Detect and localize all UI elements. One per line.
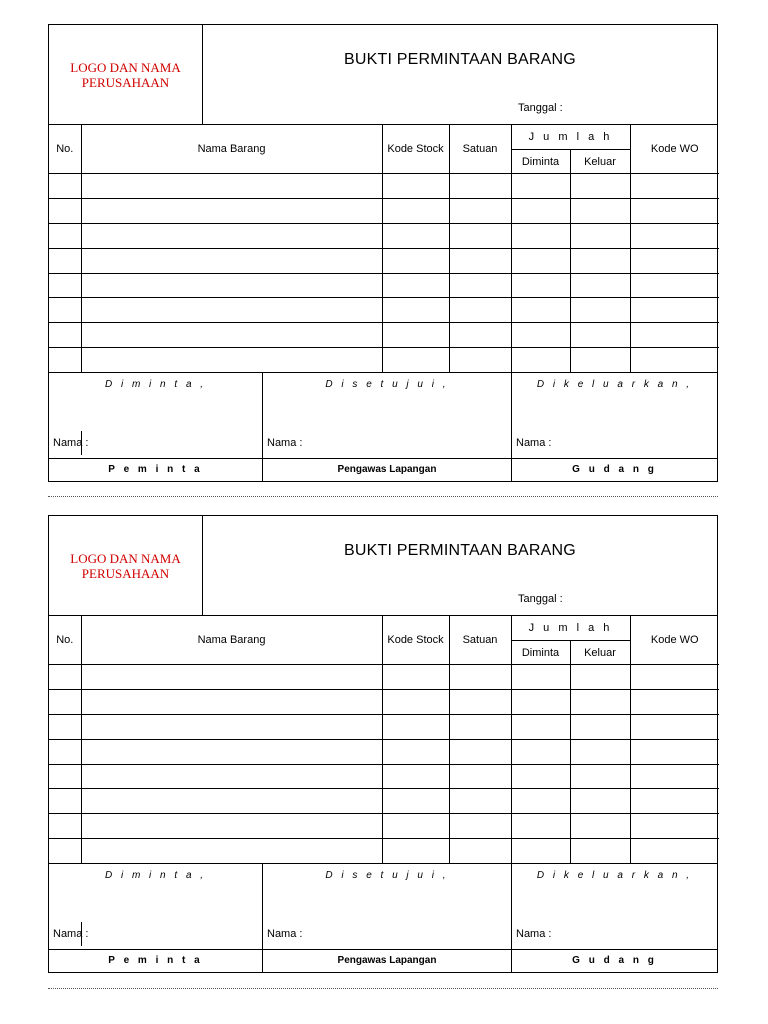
table-cell [382, 198, 449, 223]
form-header [49, 516, 717, 616]
table-row [49, 789, 719, 814]
table-cell [511, 739, 570, 764]
table-cell [449, 323, 511, 348]
col-nama-barang: Nama Barang [81, 125, 382, 174]
table-cell [81, 814, 382, 839]
table-cell [49, 174, 81, 199]
table-cell [81, 174, 382, 199]
signature-role: P e m i n t a [108, 464, 203, 476]
table-cell [630, 764, 719, 789]
signature-heading: D i s e t u j u i , [325, 870, 449, 882]
signature-heading: D i s e t u j u i , [325, 379, 449, 391]
table-cell [511, 764, 570, 789]
col-jumlah: J u m l a h [511, 616, 630, 641]
table-cell [81, 789, 382, 814]
table-cell [449, 689, 511, 714]
table-cell [511, 223, 570, 248]
table-cell [449, 273, 511, 298]
signature-heading: D i m i n t a , [104, 379, 207, 391]
title-box [203, 516, 717, 615]
items-table [49, 616, 719, 863]
table-cell [570, 174, 630, 199]
signature-role: G u d a n g [572, 464, 657, 476]
table-cell [49, 323, 81, 348]
table-cell [511, 248, 570, 273]
table-cell [570, 814, 630, 839]
col-kode-stock: Kode Stock [382, 616, 449, 665]
table-cell [449, 764, 511, 789]
date-label: Tanggal : [518, 593, 563, 605]
table-cell [570, 223, 630, 248]
signature-role: Pengawas Lapangan [337, 464, 437, 476]
table-cell [511, 839, 570, 863]
table-cell [511, 198, 570, 223]
table-cell [382, 739, 449, 764]
table-cell [630, 739, 719, 764]
col-keluar: Keluar [570, 641, 630, 665]
date-label: Tanggal : [518, 102, 563, 114]
table-cell [81, 248, 382, 273]
table-cell [49, 839, 81, 863]
table-cell [49, 665, 81, 690]
cut-line [48, 988, 718, 989]
table-row [49, 174, 719, 199]
table-row [49, 273, 719, 298]
table-cell [449, 814, 511, 839]
table-cell [81, 198, 382, 223]
col-diminta: Diminta [511, 150, 570, 174]
table-cell [570, 665, 630, 690]
table-cell [570, 198, 630, 223]
table-row [49, 714, 719, 739]
col-satuan: Satuan [449, 616, 511, 665]
table-cell [81, 298, 382, 323]
form-header [49, 25, 717, 125]
table-cell [382, 689, 449, 714]
table-cell [382, 789, 449, 814]
company-logo-placeholder [49, 516, 203, 615]
table-cell [81, 839, 382, 863]
items-table [49, 125, 719, 372]
col-kode-wo: Kode WO [630, 616, 719, 665]
table-cell [511, 348, 570, 372]
table-cell [81, 689, 382, 714]
col-satuan: Satuan [449, 125, 511, 174]
table-cell [49, 348, 81, 372]
name-label: Nama : [53, 928, 89, 941]
request-form-1 [48, 24, 718, 482]
table-cell [570, 739, 630, 764]
table-cell [630, 348, 719, 372]
table-cell [81, 665, 382, 690]
col-kode-stock: Kode Stock [382, 125, 449, 174]
request-form-2 [48, 515, 718, 973]
table-cell [630, 223, 719, 248]
title-box [203, 25, 717, 124]
company-logo-placeholder [49, 25, 203, 124]
col-kode-wo: Kode WO [630, 125, 719, 174]
table-cell [511, 814, 570, 839]
table-cell [382, 665, 449, 690]
table-cell [49, 814, 81, 839]
name-label: Nama : [516, 437, 552, 450]
table-cell [449, 789, 511, 814]
form-title: BUKTI PERMINTAAN BARANG [344, 51, 576, 68]
table-cell [49, 248, 81, 273]
table-cell [570, 764, 630, 789]
signature-gudang [511, 373, 717, 481]
table-row [49, 248, 719, 273]
table-cell [630, 814, 719, 839]
table-cell [449, 223, 511, 248]
logo-text: LOGO DAN NAMA PERUSAHAAN [70, 550, 181, 581]
table-cell [449, 348, 511, 372]
col-jumlah: J u m l a h [511, 125, 630, 150]
table-cell [570, 323, 630, 348]
table-cell [449, 739, 511, 764]
table-cell [382, 323, 449, 348]
table-cell [630, 714, 719, 739]
table-row [49, 839, 719, 863]
table-cell [630, 323, 719, 348]
table-row [49, 198, 719, 223]
col-no: No. [49, 125, 81, 174]
name-label: Nama : [267, 928, 303, 941]
table-cell [81, 348, 382, 372]
table-cell [49, 298, 81, 323]
name-label: Nama : [516, 928, 552, 941]
table-cell [511, 689, 570, 714]
table-cell [511, 298, 570, 323]
table-cell [81, 714, 382, 739]
table-cell [570, 714, 630, 739]
table-cell [81, 273, 382, 298]
table-cell [449, 665, 511, 690]
table-cell [382, 298, 449, 323]
table-cell [382, 714, 449, 739]
name-divider [81, 431, 82, 455]
signature-block [49, 372, 717, 481]
table-cell [49, 273, 81, 298]
table-cell [630, 689, 719, 714]
table-cell [511, 323, 570, 348]
table-cell [449, 198, 511, 223]
table-cell [49, 714, 81, 739]
table-cell [382, 764, 449, 789]
signature-heading: D i m i n t a , [104, 870, 207, 882]
signature-peminta [49, 373, 262, 481]
signature-role: P e m i n t a [108, 955, 203, 967]
table-row [49, 298, 719, 323]
table-row [49, 223, 719, 248]
signature-pengawas [262, 373, 511, 481]
table-cell [511, 273, 570, 298]
table-cell [570, 248, 630, 273]
table-cell [570, 298, 630, 323]
table-row [49, 689, 719, 714]
table-row [49, 348, 719, 372]
table-cell [630, 174, 719, 199]
table-cell [49, 689, 81, 714]
table-row [49, 739, 719, 764]
table-cell [81, 764, 382, 789]
table-cell [49, 223, 81, 248]
signature-role: Pengawas Lapangan [337, 955, 437, 967]
table-cell [511, 714, 570, 739]
table-cell [630, 665, 719, 690]
logo-text: LOGO DAN NAMA PERUSAHAAN [70, 59, 181, 90]
signature-peminta [49, 864, 262, 972]
signature-heading: D i k e l u a r k a n , [536, 870, 693, 882]
signature-pengawas [262, 864, 511, 972]
table-cell [382, 814, 449, 839]
cut-line [48, 496, 718, 497]
table-cell [630, 273, 719, 298]
table-cell [570, 689, 630, 714]
signature-heading: D i k e l u a r k a n , [536, 379, 693, 391]
table-cell [382, 174, 449, 199]
table-cell [630, 789, 719, 814]
table-cell [449, 714, 511, 739]
table-cell [630, 198, 719, 223]
col-no: No. [49, 616, 81, 665]
table-cell [382, 273, 449, 298]
table-cell [511, 665, 570, 690]
table-cell [630, 248, 719, 273]
table-cell [630, 839, 719, 863]
name-divider [81, 922, 82, 946]
table-cell [81, 739, 382, 764]
col-diminta: Diminta [511, 641, 570, 665]
table-cell [382, 839, 449, 863]
table-cell [81, 323, 382, 348]
col-nama-barang: Nama Barang [81, 616, 382, 665]
col-keluar: Keluar [570, 150, 630, 174]
table-row [49, 665, 719, 690]
table-cell [449, 298, 511, 323]
table-cell [630, 298, 719, 323]
table-row [49, 323, 719, 348]
table-row [49, 814, 719, 839]
table-cell [511, 789, 570, 814]
table-cell [449, 248, 511, 273]
table-cell [570, 273, 630, 298]
name-label: Nama : [53, 437, 89, 450]
name-label: Nama : [267, 437, 303, 450]
table-cell [49, 764, 81, 789]
table-cell [570, 348, 630, 372]
form-title: BUKTI PERMINTAAN BARANG [344, 542, 576, 559]
signature-block [49, 863, 717, 972]
table-cell [49, 198, 81, 223]
table-cell [382, 348, 449, 372]
signature-role: G u d a n g [572, 955, 657, 967]
table-cell [570, 789, 630, 814]
table-row [49, 764, 719, 789]
signature-gudang [511, 864, 717, 972]
table-cell [49, 739, 81, 764]
table-cell [449, 839, 511, 863]
table-cell [570, 839, 630, 863]
table-cell [511, 174, 570, 199]
table-cell [49, 789, 81, 814]
table-cell [382, 248, 449, 273]
table-cell [382, 223, 449, 248]
table-cell [449, 174, 511, 199]
table-cell [81, 223, 382, 248]
